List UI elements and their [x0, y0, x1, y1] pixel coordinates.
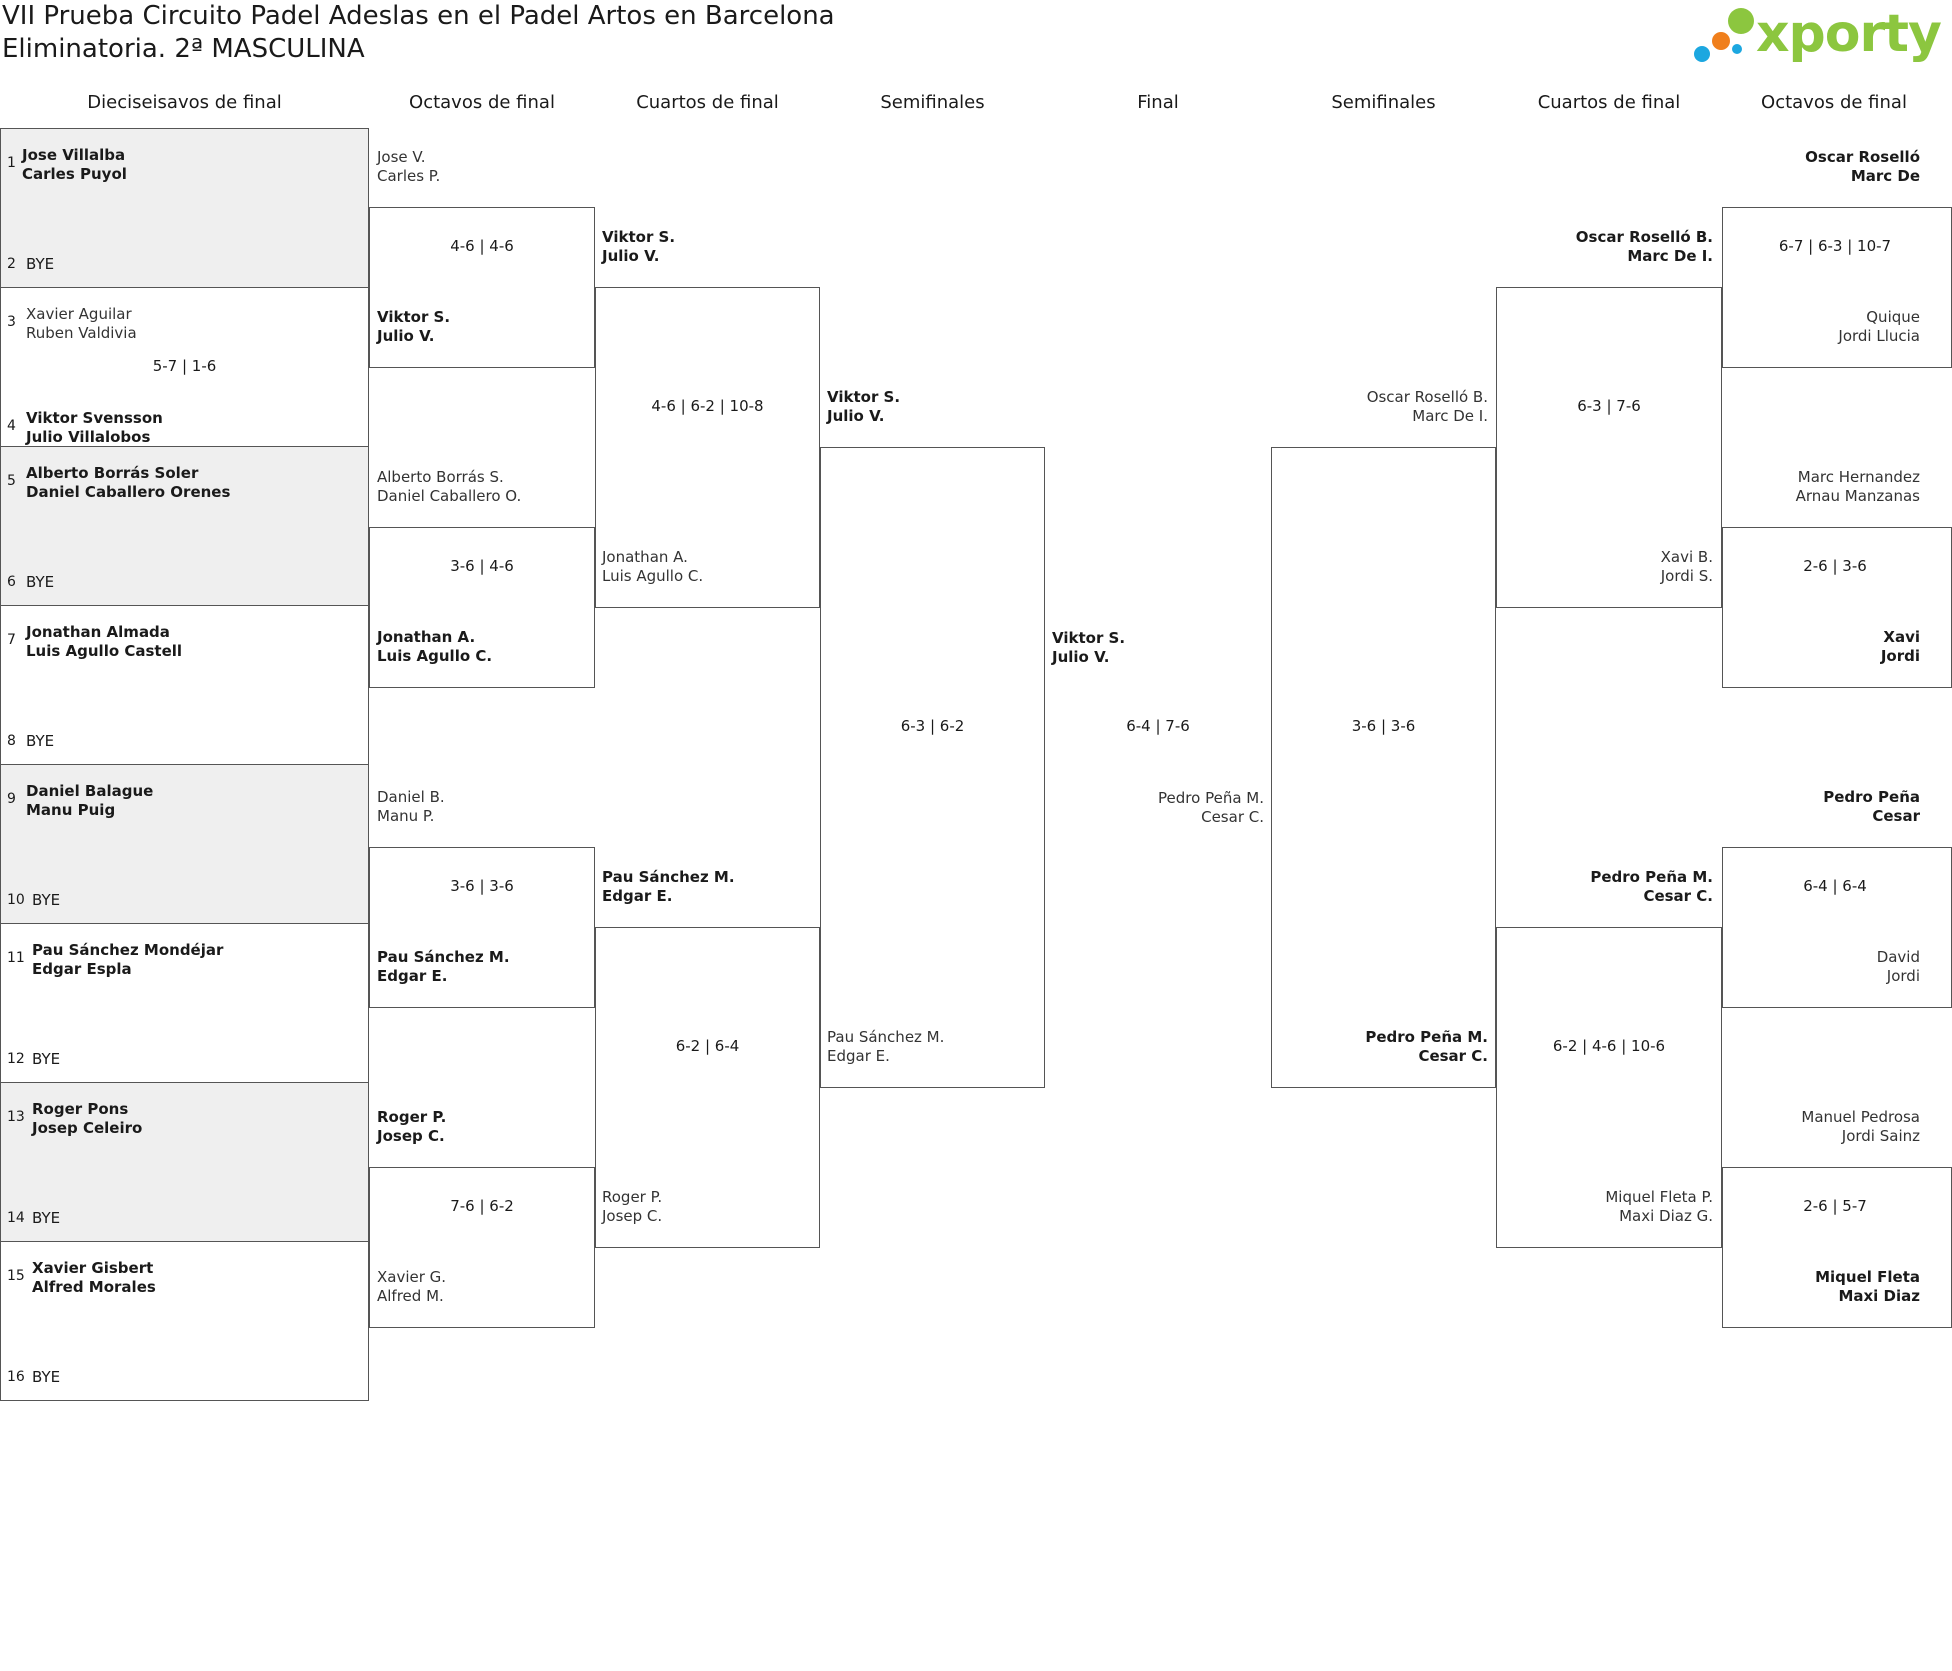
player-name: Daniel Balague — [26, 782, 154, 800]
r32-team[interactable] — [32, 941, 223, 979]
seed-number: 3 — [7, 314, 16, 330]
player-name: Edgar E. — [827, 1047, 890, 1065]
player-name: Marc Hernandez — [1797, 468, 1920, 486]
player-name: Pedro Peña M. — [1590, 868, 1713, 886]
logo-text: xporty — [1756, 4, 1941, 64]
qf-right-team-1[interactable] — [1576, 228, 1713, 266]
player-name: Oscar Roselló B. — [1366, 388, 1488, 406]
seed-number: 7 — [7, 632, 16, 648]
r16-right-team-3[interactable] — [1796, 468, 1920, 506]
r16-right-score-2: 2-6 | 3-6 — [1803, 557, 1867, 575]
player-name: Luis Agullo Castell — [26, 642, 183, 660]
qf-team-1[interactable] — [602, 228, 675, 266]
seed-number: 16 — [7, 1369, 25, 1385]
seed-number: 14 — [7, 1210, 25, 1226]
r16-team-2[interactable] — [377, 308, 450, 346]
qf-right-score-1: 6-3 | 7-6 — [1577, 397, 1641, 415]
logo-dot-green-icon — [1728, 8, 1754, 34]
player-name: Jonathan A. — [377, 628, 476, 646]
player-name: Miquel Fleta — [1815, 1268, 1920, 1286]
player-name: Carles Puyol — [22, 165, 127, 183]
r32-team[interactable] — [26, 409, 163, 447]
bracket-sf-left — [820, 447, 1045, 1088]
seed-number: 9 — [7, 791, 16, 807]
page-title: VII Prueba Circuito Padel Adeslas en el Padel Artos en Barcelona — [2, 1, 835, 31]
seed-number: 4 — [7, 418, 16, 434]
player-name: Jordi — [1880, 647, 1920, 665]
r16-score-2: 3-6 | 4-6 — [450, 557, 514, 575]
qf-score-2: 6-2 | 6-4 — [675, 1037, 740, 1055]
player-name: Jordi Llucia — [1838, 327, 1920, 345]
player-name: Oscar Roselló — [1805, 148, 1920, 166]
player-name: Edgar E. — [602, 887, 673, 905]
r16-right-team-1[interactable] — [1805, 148, 1920, 186]
player-name: Daniel Caballero O. — [377, 487, 522, 505]
player-name: Edgar E. — [377, 967, 448, 985]
r32-team[interactable] — [26, 782, 153, 820]
logo-dot-blue-small-icon — [1732, 44, 1742, 54]
player-name: Josep C. — [377, 1127, 445, 1145]
bye-label: BYE — [32, 891, 61, 909]
player-name: Pau Sánchez Mondéjar — [32, 941, 224, 959]
logo-dot-orange-icon — [1712, 32, 1730, 50]
player-name: Manu Puig — [26, 801, 116, 819]
player-name: Viktor Svensson — [26, 409, 163, 427]
player-name: Marc De I. — [1627, 247, 1713, 265]
player-name: Jonathan A. — [602, 548, 688, 566]
player-name: Roger P. — [602, 1188, 663, 1206]
r16-score-1: 4-6 | 4-6 — [450, 237, 514, 255]
player-name: Oscar Roselló B. — [1575, 228, 1713, 246]
player-name: Viktor S. — [602, 228, 676, 246]
player-name: Pedro Peña — [1823, 788, 1920, 806]
player-name: Quique — [1866, 308, 1920, 326]
seed-number: 6 — [7, 574, 16, 590]
r16-right-score-1: 6-7 | 6-3 | 10-7 — [1778, 237, 1892, 255]
round-header-r16: Octavos de final — [409, 92, 555, 113]
bye-label: BYE — [26, 732, 55, 750]
r32-team[interactable] — [26, 464, 230, 502]
bye-label: BYE — [26, 573, 55, 591]
r16-right-team-2[interactable] — [1838, 308, 1920, 346]
seed-number: 2 — [7, 256, 16, 272]
player-name: Marc De — [1850, 167, 1920, 185]
page-subtitle: Eliminatoria. 2ª MASCULINA — [2, 34, 365, 64]
round-header-qf: Cuartos de final — [636, 92, 779, 113]
player-name: Pedro Peña M. — [1365, 1028, 1488, 1046]
player-name: Daniel Caballero Orenes — [26, 483, 231, 501]
qf-score-1: 4-6 | 6-2 | 10-8 — [651, 397, 764, 415]
r32-team[interactable] — [26, 305, 137, 343]
player-name: Pau Sánchez M. — [602, 868, 735, 886]
player-name: Cesar C. — [1643, 887, 1713, 905]
xporty-logo[interactable] — [1690, 4, 1941, 68]
player-name: Marc De I. — [1412, 407, 1488, 425]
player-name: Xavi B. — [1660, 548, 1713, 566]
bye-label: BYE — [32, 1209, 61, 1227]
sf-score-right: 3-6 | 3-6 — [1351, 717, 1416, 735]
round-header-sf: Semifinales — [880, 92, 985, 113]
r16-team-1[interactable] — [377, 148, 440, 186]
player-name: Cesar C. — [1418, 1047, 1488, 1065]
r16-right-score-3: 6-4 | 6-4 — [1803, 877, 1867, 895]
r16-right-team-8[interactable] — [1815, 1268, 1920, 1306]
player-name: Jordi — [1886, 967, 1920, 985]
seed-number: 12 — [7, 1051, 25, 1067]
player-name: Xavier G. — [377, 1268, 447, 1286]
player-name: Jordi Sainz — [1841, 1127, 1920, 1145]
r16-team-4[interactable] — [377, 628, 492, 666]
player-name: Roger P. — [377, 1108, 447, 1126]
r16-team-6[interactable] — [377, 948, 510, 986]
player-name: Daniel B. — [377, 788, 445, 806]
sf-right-team-1[interactable] — [1367, 388, 1488, 426]
qf-team-4[interactable] — [602, 1188, 662, 1226]
r16-right-team-5[interactable] — [1823, 788, 1920, 826]
qf-team-2[interactable] — [602, 548, 703, 586]
seed-number: 10 — [7, 892, 25, 908]
player-name: Viktor S. — [377, 308, 451, 326]
player-name: Xavier Gisbert — [32, 1259, 154, 1277]
player-name: Josep C. — [602, 1207, 663, 1225]
logo-dot-blue-icon — [1694, 46, 1710, 62]
r16-team-7[interactable] — [377, 1108, 446, 1146]
player-name: Edgar Espla — [32, 960, 132, 978]
r16-right-score-4: 2-6 | 5-7 — [1803, 1197, 1867, 1215]
round-header-r32: Dieciseisavos de final — [87, 92, 282, 113]
player-name: Pau Sánchez M. — [377, 948, 510, 966]
player-name: Julio V. — [602, 247, 660, 265]
player-name: Jonathan Almada — [26, 623, 170, 641]
round-header-qf-right: Cuartos de final — [1537, 92, 1681, 113]
sf-team-1[interactable] — [827, 388, 900, 426]
r16-team-3[interactable] — [377, 468, 521, 506]
final-team-right[interactable] — [1158, 789, 1264, 827]
player-name: David — [1876, 948, 1920, 966]
player-name: Cesar C. — [1201, 808, 1264, 826]
player-name: Ruben Valdivia — [26, 324, 137, 342]
bracket-sf-right — [1271, 447, 1496, 1088]
player-name: Viktor S. — [827, 388, 901, 406]
player-name: Carles P. — [377, 167, 441, 185]
r16-team-5[interactable] — [377, 788, 445, 826]
seed-number: 11 — [7, 950, 25, 966]
seed-number: 1 — [7, 155, 16, 171]
player-name: Cesar — [1872, 807, 1920, 825]
player-name: Arnau Manzanas — [1795, 487, 1920, 505]
player-name: Alfred Morales — [32, 1278, 156, 1296]
player-name: Miquel Fleta P. — [1605, 1188, 1713, 1206]
round-header-sf-right: Semifinales — [1331, 92, 1436, 113]
player-name: Luis Agullo C. — [602, 567, 704, 585]
player-name: Xavi — [1883, 628, 1920, 646]
player-name: Jose Villalba — [22, 146, 126, 164]
qf-right-score-2: 6-2 | 4-6 | 10-6 — [1552, 1037, 1666, 1055]
player-name: Luis Agullo C. — [377, 647, 493, 665]
player-name: Josep Celeiro — [32, 1119, 143, 1137]
qf-right-team-2[interactable] — [1661, 548, 1713, 586]
player-name: Alberto Borrás S. — [377, 468, 504, 486]
player-name: Xavier Aguilar — [26, 305, 132, 323]
player-name: Manuel Pedrosa — [1801, 1108, 1920, 1126]
qf-team-3[interactable] — [602, 868, 735, 906]
r32-team[interactable] — [26, 623, 182, 661]
player-name: Jordi S. — [1660, 567, 1713, 585]
seed-number: 5 — [7, 473, 16, 489]
sf-team-2[interactable] — [827, 1028, 944, 1066]
player-name: Julio Villalobos — [26, 428, 151, 446]
round-header-final: Final — [1137, 92, 1179, 113]
qf-right-team-3[interactable] — [1590, 868, 1713, 906]
r32-score: 5-7 | 1-6 — [152, 357, 217, 375]
player-name: Pau Sánchez M. — [827, 1028, 945, 1046]
r16-score-3: 3-6 | 3-6 — [450, 877, 514, 895]
r16-right-team-6[interactable] — [1877, 948, 1920, 986]
r16-team-8[interactable] — [377, 1268, 446, 1306]
player-name: Alberto Borrás Soler — [26, 464, 199, 482]
player-name: Julio V. — [827, 407, 885, 425]
seed-number: 8 — [7, 733, 16, 749]
sf-score-left: 6-3 | 6-2 — [900, 717, 965, 735]
r32-team[interactable] — [32, 1100, 142, 1138]
player-name: Manu P. — [377, 807, 435, 825]
bye-label: BYE — [32, 1050, 61, 1068]
player-name: Jose V. — [377, 148, 426, 166]
player-name: Pedro Peña M. — [1158, 789, 1264, 807]
bye-label: BYE — [26, 255, 55, 273]
r32-team[interactable] — [32, 1259, 156, 1297]
final-team-left[interactable] — [1052, 629, 1125, 667]
qf-right-team-4[interactable] — [1605, 1188, 1713, 1226]
player-name: Roger Pons — [32, 1100, 129, 1118]
seed-number: 13 — [7, 1109, 25, 1125]
player-name: Julio V. — [1052, 648, 1110, 666]
seed-number: 15 — [7, 1268, 25, 1284]
sf-right-team-2[interactable] — [1365, 1028, 1488, 1066]
bye-label: BYE — [32, 1368, 61, 1386]
r16-score-4: 7-6 | 6-2 — [450, 1197, 514, 1215]
player-name: Alfred M. — [377, 1287, 444, 1305]
round-header-r16-right: Octavos de final — [1761, 92, 1907, 113]
r32-team[interactable] — [22, 146, 127, 184]
player-name: Viktor S. — [1052, 629, 1126, 647]
final-score: 6-4 | 7-6 — [1126, 717, 1190, 735]
player-name: Maxi Diaz G. — [1619, 1207, 1713, 1225]
r16-right-team-7[interactable] — [1801, 1108, 1920, 1146]
r16-right-team-4[interactable] — [1881, 628, 1920, 666]
player-name: Julio V. — [377, 327, 435, 345]
player-name: Maxi Diaz — [1838, 1287, 1920, 1305]
